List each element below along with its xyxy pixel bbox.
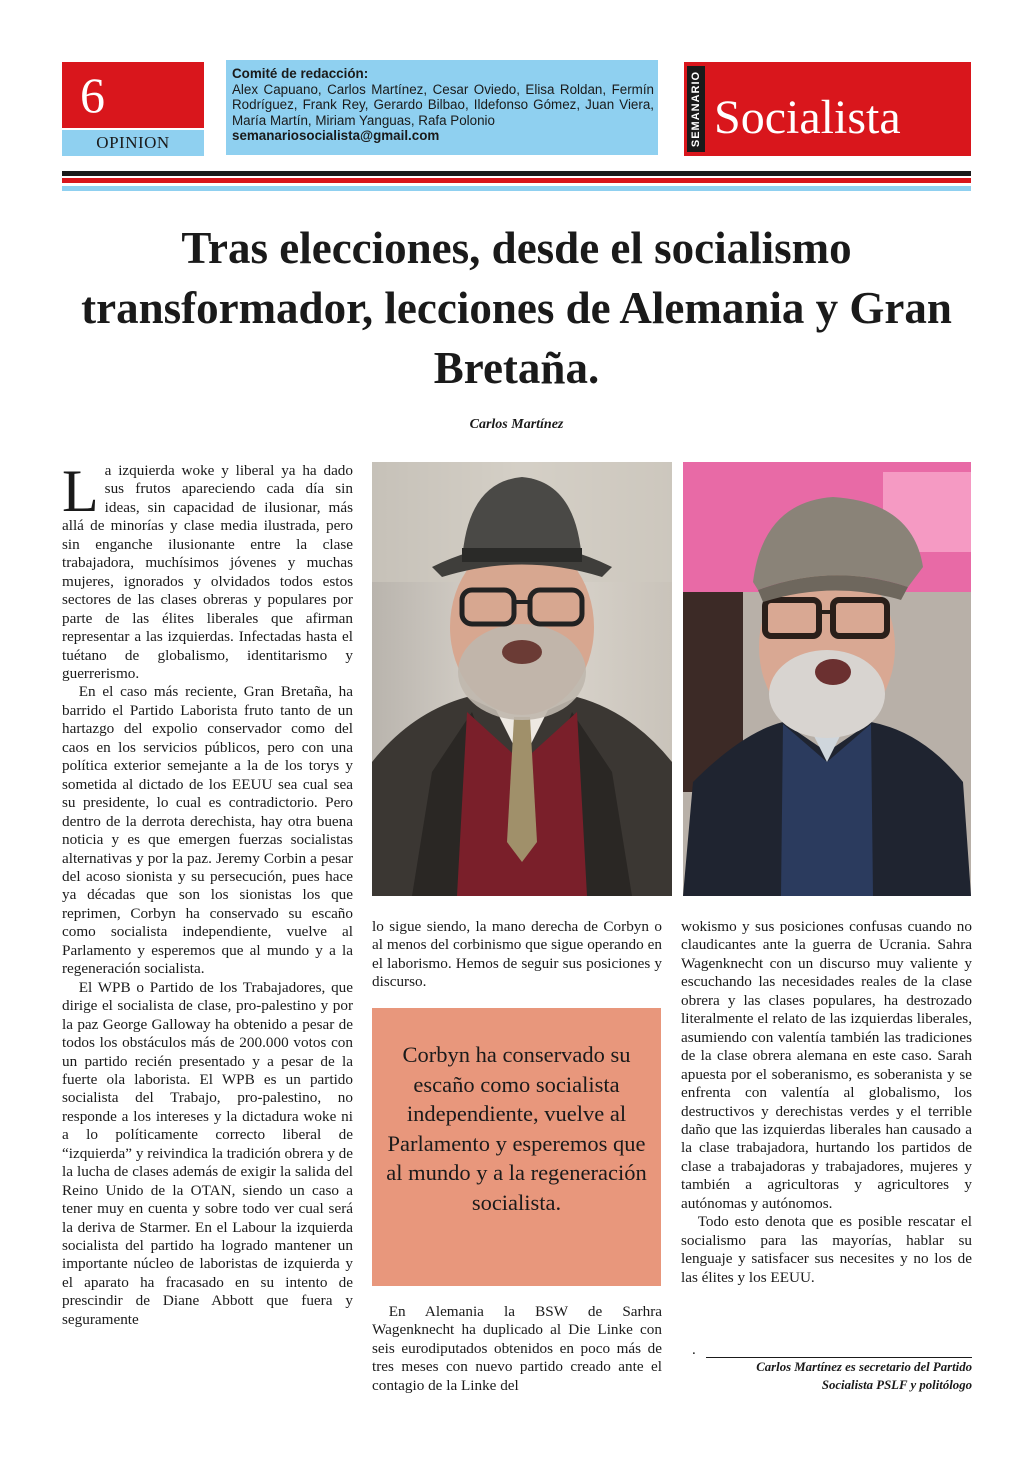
- masthead-logo: [684, 62, 971, 156]
- photo-george-galloway: [372, 462, 672, 896]
- header-rule-black: [62, 171, 971, 176]
- paragraph: wokismo y sus posiciones confusas cuando no claudicantes ante la guerra de Ucrania. Sahra Wagenknecht con un discurso muy valiente y escuchando las necesidades reales de la clase obrera y las clases populares, ha destrozado literalmente el relato de las izquierdas liberales, asumiendo con valentía también las tradiciones de la clase obrera alemana en este caso. Sarah apuesta por el soberanismo, es soberanista y se enfrenta con valentía al globalismo, los destructivos y derechistas verdes y el terrible daño que las izquierdas liberales han causado a la clase trabajadora, hurtando los partidos de clase a trabajadoras y trabajadores, mujeres y también a agricultoras y agricultores y autónomas y autónomos.: [681, 918, 972, 1212]
- photo-corbyn-drawing: [683, 462, 971, 896]
- article-column-2-bottom: [372, 1303, 662, 1395]
- committee-email: semanariosocialista@gmail.com: [232, 128, 440, 144]
- logo-semanario-text: SEMANARIO: [690, 70, 702, 148]
- paragraph: En Alemania la BSW de Sarhra Wagenknecht ha duplicado al Die Linke con seis eurodiputados obtenidos en poco más de tres meses con nuevo partido creado ante el contagio de la Linke del: [372, 1303, 662, 1394]
- logo-title: Socialista: [714, 91, 901, 144]
- section-label: OPINION: [62, 130, 204, 156]
- article-column-1: [62, 458, 353, 1329]
- photo-jeremy-corbyn: [683, 462, 971, 896]
- headline: Tras elecciones, desde el socialismo transformador, lecciones de Alemania y Gran Bretaña.: [81, 223, 952, 393]
- pull-quote: Corbyn ha conservado su escaño como socialista independiente, vuelve al Parlamento y esperemos que al mundo y a la regeneración socialista.: [372, 1008, 661, 1286]
- header-rule-red: [62, 178, 971, 183]
- committee-title: Comité de redacción:: [232, 66, 369, 81]
- paragraph: lo sigue siendo, la mano derecha de Corbyn o al menos del corbinismo que sigue operando en el laborismo. Hemos de seguir sus posiciones y discurso.: [372, 918, 662, 991]
- page-number: 6: [62, 62, 204, 128]
- author-note: Carlos Martínez es secretario del Partido Socialista PSLF y politólogo: [756, 1360, 972, 1392]
- photo-galloway-drawing: [372, 462, 672, 896]
- logo-semanario-strip: [687, 66, 705, 152]
- trailing-dot: .: [692, 1342, 696, 1358]
- paragraph: Todo esto denota que es posible rescatar el socialismo para las mayorías, hablar su lenguaje y satisfacer sus necesites y no los de las élites y los EEUU.: [681, 1213, 972, 1286]
- committee-names: Alex Capuano, Carlos Martínez, Cesar Oviedo, Elisa Roldan, Fermín Rodríguez, Frank Rey, Gerardo Bilbao, Ildefonso Gómez, Juan Viera, María Martín, Miriam Yanguas, Rafa Polonio: [232, 81, 654, 128]
- header-rule-blue: [62, 186, 971, 191]
- article-column-2-top: [372, 918, 662, 992]
- paragraph: El WPB o Partido de los Trabajadores, que dirige el socialista de clase, pro-palestino y por la paz George Galloway ha obtenido a pesar de todos los obstáculos más de 200.000 votos con un partido recién presentado y a pesar de la fuerte ola laborista. El WPB es un partido socialista del Trabajo, pro-palestino, no responde a los intereses y la dictadura woke ni a lo políticamente correcto liberal de “izquierda” y reivindica la tradición obrera y de la lucha de clases además de exigir la salida del Reino Unido de la OTAN, siendo un caso a tener muy en cuenta y sobre todo ver cual será la deriva de Starmer. En el Labour la izquierda socialista del partido ha logrado mantener un importante núcleo de laboristas de izquierda y el aparato ha fracasado en su intento de prescindir de Diane Abbott que fuera y seguramente: [62, 978, 353, 1328]
- byline: Carlos Martínez: [469, 417, 564, 432]
- paragraph: La izquierda woke y liberal ya ha dado sus frutos apareciendo cada día sin ideas, sin capacidad de ilusionar, más allá de minorías y clase media ilustrada, pero sin enganche ilusionante entre la clase trabajadora, muchísimos jóvenes y muchas mujeres, ignorados y olvidados todos estos sectores de las clases obreras y populares por parte de las élites liberales que afirman representar a las izquierdas. Infectadas hasta el tuétano de globalismo, identitarismo y guerrerismo.: [62, 458, 353, 682]
- article-column-3: [681, 918, 972, 1287]
- drop-cap: L: [62, 458, 99, 524]
- paragraph: En el caso más reciente, Gran Bretaña, ha barrido el Partido Laborista fruto tanto de un hartazgo del expolio conservador como del caos en los servicios públicos, pero con una política exterior semejante a la de los torys y sometida al dictado de los EEUU sea cual sea su presidente, lo cual es contradictorio. Pero dentro de la derrota derechista, hay otra buena noticia y es que emergen fuerzas socialistas alternativas y por la paz. Jeremy Corbin a pesar del acoso sionista y su persecución, pues hace ya décadas que son los sionistas los que reprimen, Corbyn ha conservado su escaño como socialista independiente, vuelve al Parlamento y esperemos que al mundo y a la regeneración socialista.: [62, 683, 353, 978]
- editorial-committee: [226, 60, 658, 155]
